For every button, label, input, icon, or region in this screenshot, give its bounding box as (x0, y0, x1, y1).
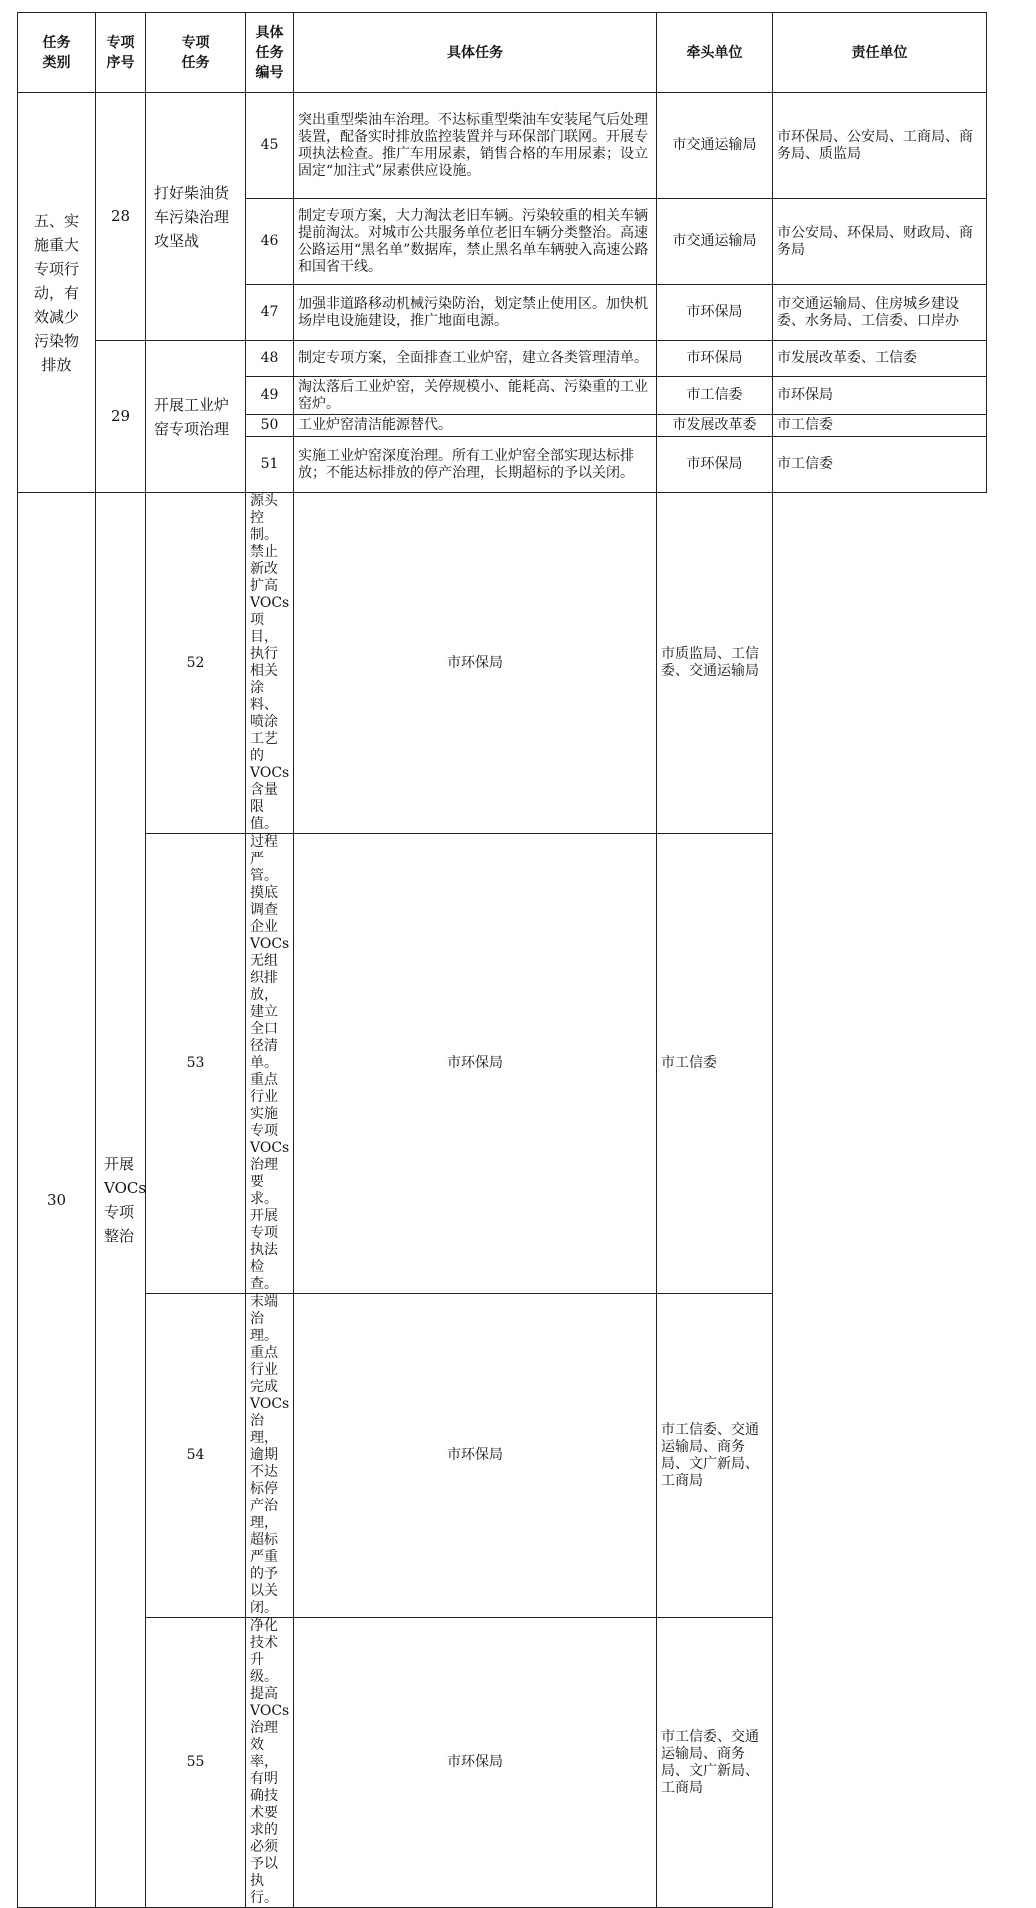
resp-cell: 市工信委、交通运输局、商务局、文广新局、工商局 (657, 1294, 773, 1618)
task-cell: 实施工业炉窑深度治理。所有工业炉窑全部实现达标排放；不能达标排放的停产治理，长期超标的予以关闭。 (294, 437, 657, 493)
header-category: 任务 类别 (18, 13, 96, 93)
header-row (18, 13, 987, 93)
task-no-cell: 47 (246, 285, 294, 341)
task-cell: 源头控制。禁止新改扩高 VOCs 项目，执行相关涂料、喷涂工艺的 VOCs 含量限值。 (246, 493, 294, 834)
task-no-cell: 53 (146, 834, 246, 1294)
table-row (18, 341, 987, 377)
lead-cell: 市环保局 (294, 834, 657, 1294)
task-cell: 过程严管。摸底调查企业 VOCs 无组织排放，建立全口径清单。重点行业实施专项 VOCs 治理要求。开展专项执法检查。 (246, 834, 294, 1294)
resp-cell: 市发展改革委、工信委 (773, 341, 987, 377)
task-cell: 淘汰落后工业炉窑，关停规模小、能耗高、污染重的工业窑炉。 (294, 377, 657, 415)
task-cell: 制定专项方案，全面排查工业炉窑，建立各类管理清单。 (294, 341, 657, 377)
special-task-cell: 打好柴油货 车污染治理 攻坚战 (146, 93, 246, 341)
header-task: 具体任务 (294, 13, 657, 93)
table-row (18, 1618, 987, 1908)
header-special-task: 专项 任务 (146, 13, 246, 93)
resp-cell: 市公安局、环保局、财政局、商务局 (773, 199, 987, 285)
lead-cell: 市环保局 (657, 341, 773, 377)
special-no-cell: 29 (96, 341, 146, 493)
special-task-cell: 开展 VOCs 专项整治 (96, 493, 146, 1908)
task-cell: 制定专项方案，大力淘汰老旧车辆。污染较重的相关车辆提前淘汰。对城市公共服务单位老旧车辆分类整治。高速公路运用“黑名单”数据库，禁止黑名单车辆驶入高速公路和国省干线。 (294, 199, 657, 285)
task-table (17, 12, 987, 1908)
special-task-cell: 开展工业炉 窑专项治理 (146, 341, 246, 493)
task-cell: 加强非道路移动机械污染防治，划定禁止使用区。加快机场岸电设施建设，推广地面电源。 (294, 285, 657, 341)
category-cell: 五、实 施重大 专项行 动，有 效减少 污染物 排放 (18, 93, 96, 493)
task-no-cell: 50 (246, 415, 294, 437)
task-no-cell: 52 (146, 493, 246, 834)
table-row (18, 93, 987, 199)
task-cell: 末端治理。重点行业完成 VOCs 治理，逾期不达标停产治理，超标严重的予以关闭。 (246, 1294, 294, 1618)
task-no-cell: 51 (246, 437, 294, 493)
lead-cell: 市交通运输局 (657, 199, 773, 285)
task-no-cell: 45 (246, 93, 294, 199)
task-no-cell: 54 (146, 1294, 246, 1618)
resp-cell: 市工信委 (773, 415, 987, 437)
table-row (18, 1294, 987, 1618)
lead-cell: 市环保局 (294, 1294, 657, 1618)
resp-cell: 市工信委 (657, 834, 773, 1294)
resp-cell: 市质监局、工信委、交通运输局 (657, 493, 773, 834)
task-no-cell: 48 (246, 341, 294, 377)
lead-cell: 市交通运输局 (657, 93, 773, 199)
lead-cell: 市发展改革委 (657, 415, 773, 437)
lead-cell: 市环保局 (294, 493, 657, 834)
resp-cell: 市环保局 (773, 377, 987, 415)
resp-cell: 市环保局、公安局、工商局、商务局、质监局 (773, 93, 987, 199)
table-row (18, 834, 987, 1294)
header-special-no: 专项 序号 (96, 13, 146, 93)
lead-cell: 市环保局 (657, 285, 773, 341)
task-cell: 突出重型柴油车治理。不达标重型柴油车安装尾气后处理装置，配备实时排放监控装置并与环保部门联网。开展专项执法检查。推广车用尿素，销售合格的车用尿素；设立固定“加注式”尿素供应设施。 (294, 93, 657, 199)
lead-cell: 市环保局 (657, 437, 773, 493)
special-no-cell: 28 (96, 93, 146, 341)
task-no-cell: 55 (146, 1618, 246, 1908)
task-cell: 净化技术升级。提高 VOCs 治理效率，有明确技术要求的必须予以执行。 (246, 1618, 294, 1908)
task-cell: 工业炉窑清洁能源替代。 (294, 415, 657, 437)
special-no-cell: 30 (18, 493, 96, 1908)
header-task-no: 具体 任务 编号 (246, 13, 294, 93)
task-no-cell: 46 (246, 199, 294, 285)
header-lead: 牵头单位 (657, 13, 773, 93)
header-resp: 责任单位 (773, 13, 987, 93)
lead-cell: 市环保局 (294, 1618, 657, 1908)
lead-cell: 市工信委 (657, 377, 773, 415)
resp-cell: 市工信委、交通运输局、商务局、文广新局、工商局 (657, 1618, 773, 1908)
resp-cell: 市工信委 (773, 437, 987, 493)
table-row (18, 493, 987, 834)
resp-cell: 市交通运输局、住房城乡建设委、水务局、工信委、口岸办 (773, 285, 987, 341)
task-no-cell: 49 (246, 377, 294, 415)
